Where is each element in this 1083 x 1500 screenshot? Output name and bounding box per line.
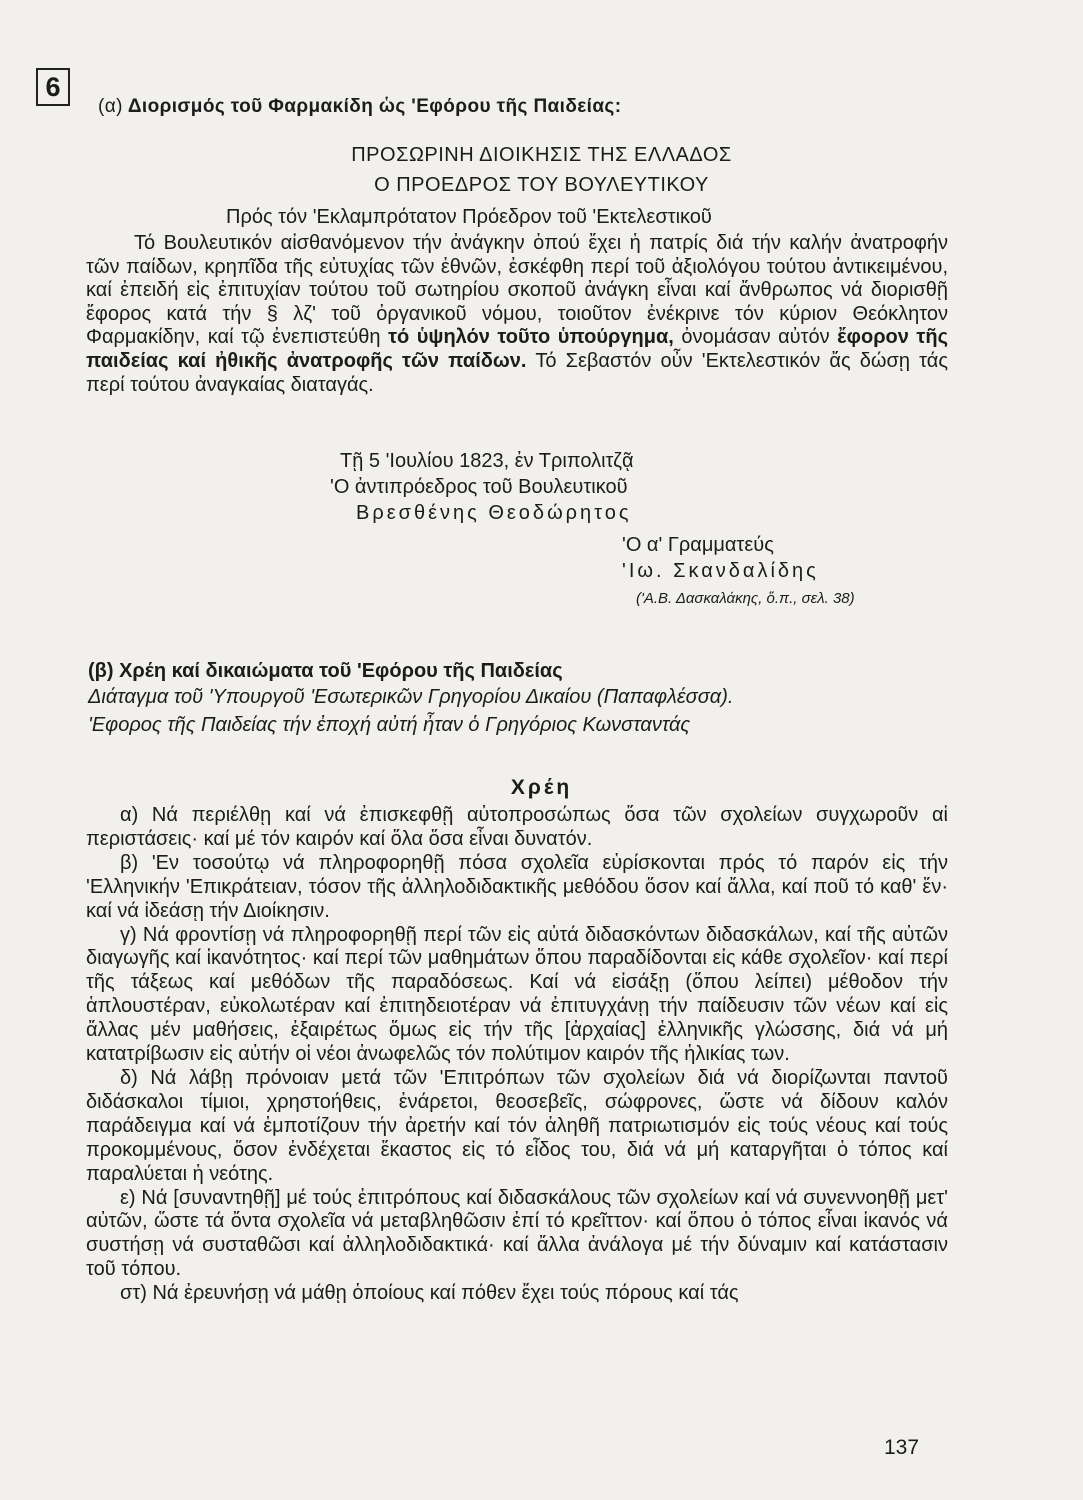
decree-body-post: Τό Σεβαστόν οὖν 'Εκτελεστικόν ἄς δώσῃ τάς περί τούτου ἀναγκαίας διαταγάς. (86, 349, 948, 396)
duty-item: β) 'Εν τοσούτῳ νά πληροφορηθῇ πόσα σχολεῖα εὑρίσκονται πρός τό παρόν εἰς τήν 'Ελληνικήν 'Επικράτειαν, τόσον τῆς ἀλληλοδιδακτικῆς μεθόδου ὅσον καί ἄλλα, καί ποῦ τό καθ' ἕν· καί νά ἰδεάσῃ τήν Διοίκησιν. (86, 851, 948, 922)
source-citation: ('Α.Β. Δασκαλάκης, ὅ.π., σελ. 38) (636, 590, 855, 607)
duties-list (86, 804, 948, 1306)
part-b-line2: 'Εφορος τῆς Παιδείας τήν ἐποχή αὐτή ἦταν ὁ Γρηγόριος Κωνσταντάς (88, 714, 691, 736)
page-number: 137 (884, 1436, 920, 1459)
duty-item: στ) Νά ἐρευνήσῃ νά μάθῃ ὁποίους καί πόθεν ἔχει τούς πόρους καί τάς (120, 1282, 739, 1305)
secretary-title: 'Ο α' Γραμματεύς (622, 534, 774, 556)
duties-heading: Χρέη (510, 776, 573, 799)
vice-president-title: 'Ο ἀντιπρόεδρος τοῦ Βουλευτικοῦ (330, 476, 628, 498)
part-a-heading (98, 96, 621, 118)
decree-body-bold1: τό ὑψηλόν τοῦτο ὑπούργημα, (388, 326, 674, 349)
decree-body-pre: Τό Βουλευτικόν αἰσθανόμενον τήν ἀνάγκην ὁπού ἔχει ἡ πατρίς διά τήν καλήν ἀνατροφήν τῶν παίδων, κρηπῖδα τῆς εὐτυχίας τῶν ἐθνῶν, ἐσκέφθη περί τοῦ ἀξιολόγου τούτου ἀντικειμένου, καί ἐπειδή εἰς ἐπιτυχίαν τούτου τοῦ σωτηρίου σκοποῦ ἀνάγκη εἶναι καί ἄνθρωπος νά διορισθῇ ἔφορος κατά τήν § λζ' τοῦ ὀργανικοῦ νόμου, τοιοῦτον ἐνέκρινε τόν κύριον Θεόκλητον Φαρμακίδην, καί τῷ ἐνεπιστεύθη (86, 232, 948, 349)
part-b-heading: (β) Χρέη καί δικαιώματα τοῦ 'Εφόρου τῆς Παιδείας (88, 660, 563, 682)
decree-body-bold2: ἔφορον τῆς παιδείας καί ἠθικῆς ἀνατροφῆς τῶν παίδων. (86, 326, 948, 372)
decree-body-mid: ὀνομάσαν αὐτόν (681, 326, 830, 349)
decree-addressee: Πρός τόν 'Εκλαμπρότατον Πρόεδρον τοῦ 'Εκτελεστικοῦ (226, 206, 712, 228)
duty-item: δ) Νά λάβῃ πρόνοιαν μετά τῶν 'Επιτρόπων τῶν σχολείων διά νά διορίζωνται παντοῦ διδάσκαλοι τίμιοι, χρηστοήθεις, ἐνάρετοι, θεοσεβεῖς, σώφρονες, ὥστε νά δίδουν καλόν παράδειγμα καί νά ἐμποτίζουν τήν ἀρετήν καί τόν ἀληθῆ πατριωτισμόν εἰς τούς νέους καί τούς προκομμένους, ὅσον ἐνδέχεται ἕκαστος εἰς τό εἶδος του, διά νά μή καταργῆται ὁ τόπος καί παραλύεται ἡ νεότης. (86, 1066, 948, 1185)
vice-president-name: Βρεσθένης Θεοδώρητος (356, 502, 632, 524)
duty-item: γ) Νά φροντίσῃ νά πληροφορηθῇ περί τῶν εἰς αὐτά διδασκόντων διδασκάλων, καί τῆς αὐτῶν διαγωγῆς καί ἱκανότητος· καί περί τῶν μαθημάτων ὅπου παραδίδονται εἰς κάθε σχολεῖον· καί περί τῆς τάξεως καί μεθόδων τῆς παραδόσεως. Καί νά εἰσάξῃ (ὅπου λείπει) μέθοδον τήν ἁπλουστέραν, εὐκολωτέραν καί ἐπιτηδειοτέραν νά ἐπιτυγχάνῃ τήν παίδευσιν τῶν νέων καί εἰς ἄλλας μέν μαθήσεις, ἐξαιρέτως ὅμως εἰς τήν τῆς [ἀρχαίας] ἑλληνικῆς γλώσσης, διά νά μή κατατρίβωσιν εἰς αὐτήν οἱ νέοι ἀνωφελῶς τόν πολύτιμον καιρόν τῆς ἡλικίας των. (86, 923, 948, 1066)
duty-item: ε) Νά [συναντηθῇ] μέ τούς ἐπιτρόπους καί διδασκάλους τῶν σχολείων καί νά συνεννοηθῇ μετ' αὐτῶν, ὥστε τά ὄντα σχολεῖα νά μεταβληθῶσιν ἐπί τό κρεῖττον· καί ὅπου ὁ τόπος εἶναι ἱκανός νά συστήσῃ νά συσταθῶσι καί ἀλληλοδιδακτικά· καί ἄλλα ἀνάλογα μέ τήν δύναμιν καί κατάστασιν τοῦ τόπου. (86, 1186, 948, 1281)
decree-header-line1: ΠΡΟΣΩΡΙΝΗ ΔΙΟΙΚΗΣΙΣ ΤΗΣ ΕΛΛΑΔΟΣ (351, 144, 732, 166)
part-a-marker: (α) (98, 96, 123, 117)
part-b-line1: Διάταγμα τοῦ 'Υπουργοῦ 'Εσωτερικῶν Γρηγορίου Δικαίου (Παπαφλέσσα). (88, 686, 734, 708)
section-number-box: 6 (36, 68, 70, 106)
duty-item: α) Νά περιέλθῃ καί νά ἐπισκεφθῇ αὐτοπροσώπως ὅσα τῶν σχολείων συγχωροῦν αἱ περιστάσεις· καί μέ τόν καιρόν καί ὅλα ὅσα εἶναι δυνατόν. (86, 804, 948, 850)
secretary-name: 'Ιω. Σκανδαλίδης (622, 560, 819, 582)
decree-date-place: Τῇ 5 'Ιουλίου 1823, ἐν Τριπολιτζᾷ (340, 450, 634, 472)
decree-header-line2: Ο ΠΡΟΕΔΡΟΣ ΤΟΥ ΒΟΥΛΕΥΤΙΚΟΥ (374, 174, 709, 196)
decree-body (86, 232, 948, 397)
part-a-title: Διορισμός τοῦ Φαρμακίδη ὡς 'Εφόρου τῆς Παιδείας: (127, 96, 622, 117)
